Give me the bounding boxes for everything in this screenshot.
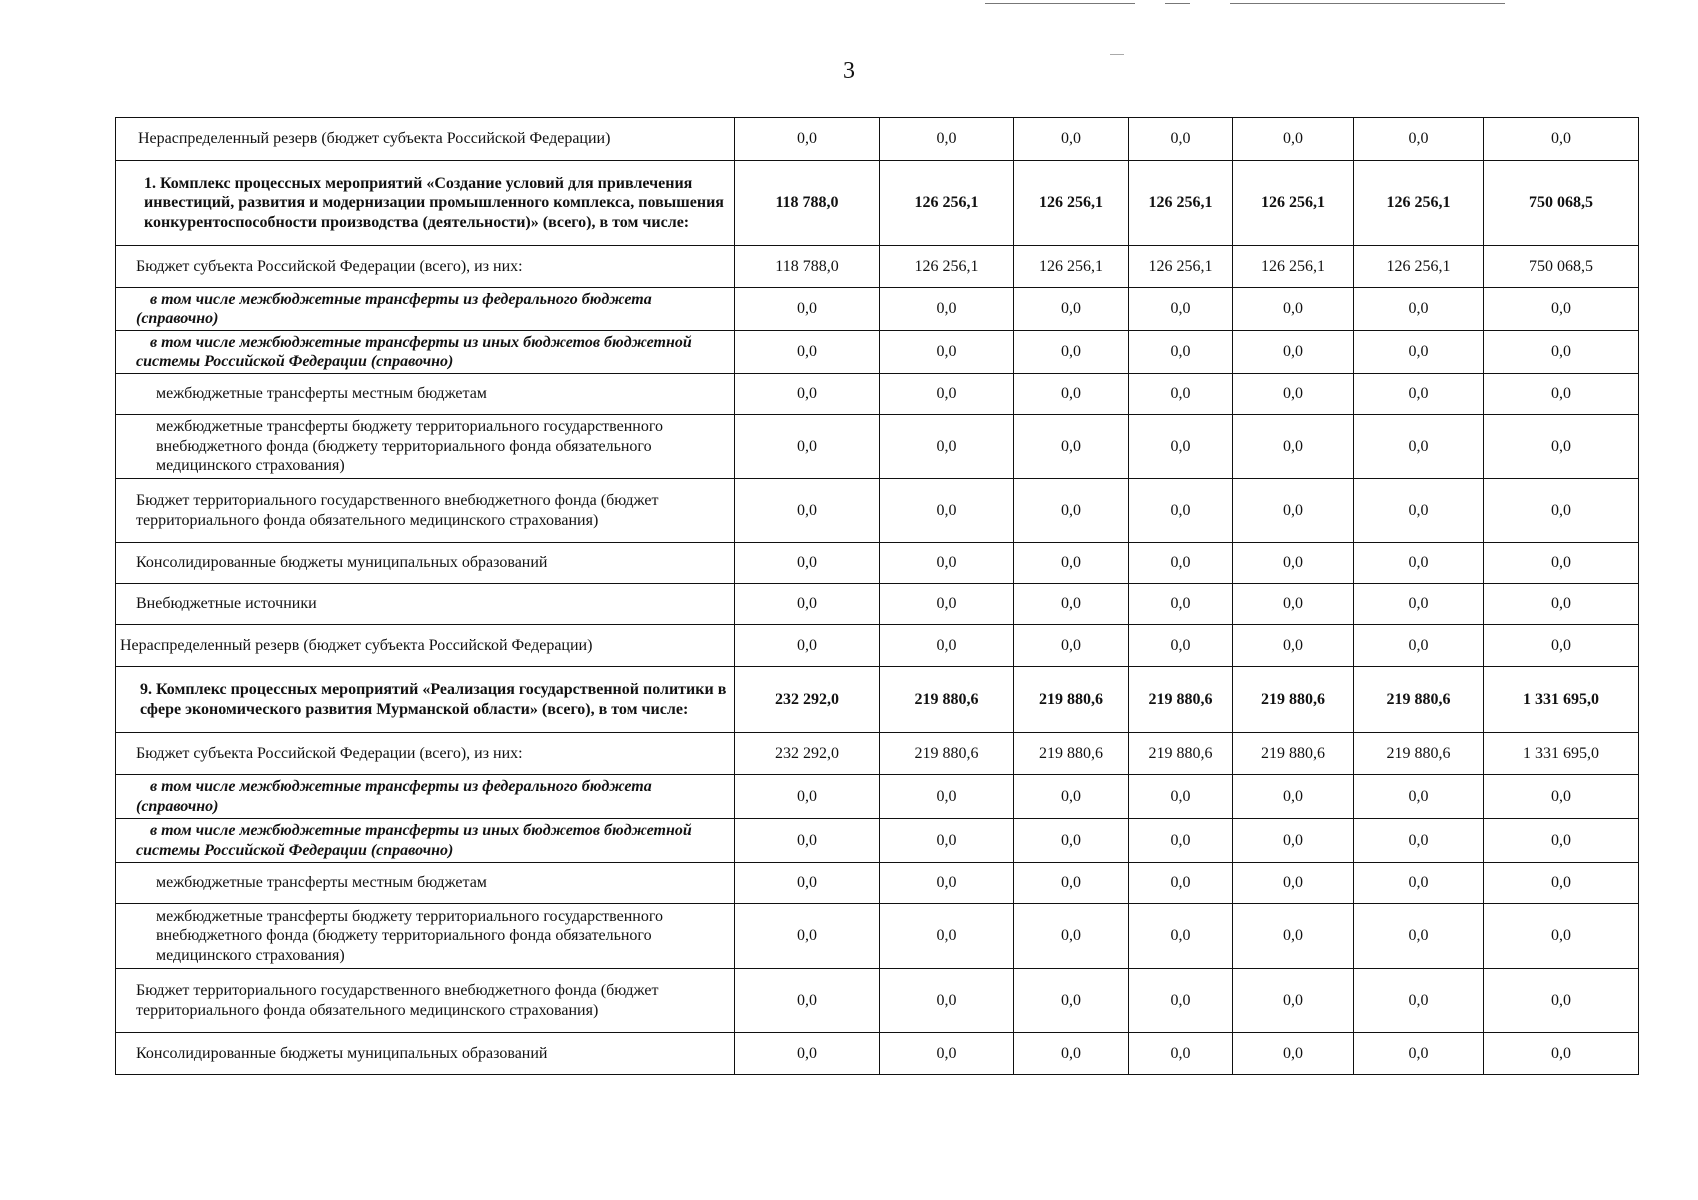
value-cell: 0,0 [1014,775,1129,819]
value-cell: 0,0 [1129,775,1233,819]
value-cell: 1 331 695,0 [1484,733,1639,775]
value-cell: 126 256,1 [1354,246,1484,288]
value-cell: 0,0 [1484,479,1639,543]
value-cell: 0,0 [735,543,880,584]
value-cell: 0,0 [1233,479,1354,543]
value-cell: 0,0 [880,288,1014,331]
value-cell: 0,0 [1484,543,1639,584]
value-cell: 219 880,6 [1354,733,1484,775]
value-cell: 0,0 [1354,374,1484,415]
value-cell: 0,0 [735,775,880,819]
value-cell: 0,0 [1014,863,1129,904]
value-cell: 0,0 [1129,584,1233,625]
value-cell: 0,0 [1354,969,1484,1033]
value-cell: 232 292,0 [735,733,880,775]
value-cell: 0,0 [1484,775,1639,819]
value-cell: 0,0 [1354,415,1484,479]
value-cell: 118 788,0 [735,161,880,246]
value-cell: 219 880,6 [1129,733,1233,775]
row-label: межбюджетные трансферты местным бюджетам [116,863,735,904]
value-cell: 0,0 [1354,543,1484,584]
value-cell: 0,0 [1014,904,1129,969]
table-row [116,775,1639,819]
value-cell: 0,0 [1233,288,1354,331]
table-row [116,819,1639,863]
value-cell: 0,0 [880,415,1014,479]
value-cell: 0,0 [1484,969,1639,1033]
value-cell: 0,0 [735,331,880,374]
row-label: межбюджетные трансферты местным бюджетам [116,374,735,415]
row-label: Внебюджетные источники [116,584,735,625]
value-cell: 0,0 [1014,479,1129,543]
scan-artifact-mark [1110,54,1124,55]
value-cell: 219 880,6 [1129,667,1233,733]
value-cell: 0,0 [1354,1033,1484,1075]
row-label: Бюджет субъекта Российской Федерации (всего), из них: [116,246,735,288]
value-cell: 750 068,5 [1484,161,1639,246]
row-label-text: в том числе межбюджетные трансферты из федерального бюджета (справочно) [136,778,652,815]
row-label: Консолидированные бюджеты муниципальных образований [116,543,735,584]
page-number: 3 [843,58,855,84]
value-cell: 0,0 [1014,374,1129,415]
row-label: Нераспределенный резерв (бюджет субъекта Российской Федерации) [116,118,735,161]
value-cell: 0,0 [1233,775,1354,819]
value-cell: 219 880,6 [1014,667,1129,733]
value-cell: 0,0 [1129,819,1233,863]
value-cell: 0,0 [880,1033,1014,1075]
value-cell: 0,0 [1129,904,1233,969]
value-cell: 0,0 [1354,288,1484,331]
value-cell: 0,0 [1233,543,1354,584]
value-cell: 219 880,6 [1233,733,1354,775]
value-cell: 0,0 [735,415,880,479]
budget-table [115,117,1639,1075]
value-cell: 0,0 [880,863,1014,904]
row-label: 1. Комплекс процессных мероприятий «Создание условий для привлечения инвестиций, развития и модернизации промышленного комплекса, повышения конкурентоспособности производства (деятельности)» (всего), в том числе: [116,161,735,246]
table-row [116,479,1639,543]
value-cell: 0,0 [1233,118,1354,161]
value-cell: 0,0 [1354,863,1484,904]
row-label: 9. Комплекс процессных мероприятий «Реализация государственной политики в сфере экономического развития Мурманской области» (всего), в том числе: [116,667,735,733]
value-cell: 0,0 [1484,584,1639,625]
row-label: Нераспределенный резерв (бюджет субъекта Российской Федерации) [116,625,735,667]
row-label: Консолидированные бюджеты муниципальных образований [116,1033,735,1075]
table-row [116,331,1639,374]
table-row [116,584,1639,625]
value-cell: 0,0 [735,625,880,667]
value-cell: 0,0 [1233,904,1354,969]
value-cell: 0,0 [1484,819,1639,863]
row-label [116,775,735,819]
value-cell: 0,0 [1014,331,1129,374]
row-label: Бюджет территориального государственного внебюджетного фонда (бюджет территориального фонда обязательного медицинского страхования) [116,969,735,1033]
value-cell: 118 788,0 [735,246,880,288]
value-cell: 0,0 [735,969,880,1033]
value-cell: 0,0 [880,969,1014,1033]
table-row [116,246,1639,288]
value-cell: 126 256,1 [1129,246,1233,288]
value-cell: 0,0 [880,775,1014,819]
value-cell: 0,0 [880,331,1014,374]
table-row [116,288,1639,331]
value-cell: 0,0 [1014,288,1129,331]
value-cell: 0,0 [1014,543,1129,584]
value-cell: 219 880,6 [880,733,1014,775]
value-cell: 0,0 [880,543,1014,584]
value-cell: 0,0 [1129,863,1233,904]
value-cell: 0,0 [1233,1033,1354,1075]
table-row [116,863,1639,904]
value-cell: 0,0 [1129,1033,1233,1075]
value-cell: 219 880,6 [1354,667,1484,733]
table-row [116,543,1639,584]
value-cell: 0,0 [1129,118,1233,161]
value-cell: 0,0 [1129,479,1233,543]
value-cell: 126 256,1 [880,246,1014,288]
table-row [116,733,1639,775]
value-cell: 0,0 [1014,625,1129,667]
value-cell: 0,0 [880,374,1014,415]
table-row [116,1033,1639,1075]
value-cell: 0,0 [1354,584,1484,625]
value-cell: 0,0 [1484,288,1639,331]
row-label [116,288,735,331]
value-cell: 0,0 [1354,904,1484,969]
value-cell: 0,0 [1014,118,1129,161]
row-label-text: в том числе межбюджетные трансферты из иных бюджетов бюджетной системы Российской Федерации (справочно) [136,333,692,370]
scan-artifact-line [1230,3,1505,4]
row-label [116,819,735,863]
value-cell: 0,0 [1129,625,1233,667]
value-cell: 232 292,0 [735,667,880,733]
table-row [116,415,1639,479]
value-cell: 0,0 [1233,374,1354,415]
table-row [116,625,1639,667]
value-cell: 0,0 [880,904,1014,969]
value-cell: 0,0 [1129,543,1233,584]
row-label: Бюджет территориального государственного внебюджетного фонда (бюджет территориального фонда обязательного медицинского страхования) [116,479,735,543]
value-cell: 0,0 [1354,479,1484,543]
value-cell: 0,0 [880,819,1014,863]
value-cell: 126 256,1 [1354,161,1484,246]
value-cell: 0,0 [735,819,880,863]
value-cell: 0,0 [1484,625,1639,667]
value-cell: 0,0 [1014,1033,1129,1075]
table-row-section-header [116,161,1639,246]
value-cell: 0,0 [880,625,1014,667]
value-cell: 0,0 [1484,331,1639,374]
value-cell: 0,0 [735,1033,880,1075]
scan-artifact-line [1165,3,1190,4]
value-cell: 0,0 [1354,775,1484,819]
value-cell: 126 256,1 [1233,246,1354,288]
value-cell: 219 880,6 [1014,733,1129,775]
value-cell: 0,0 [880,118,1014,161]
value-cell: 0,0 [1354,819,1484,863]
row-label [116,331,735,374]
value-cell: 0,0 [1233,969,1354,1033]
value-cell: 0,0 [1354,118,1484,161]
value-cell: 126 256,1 [1014,246,1129,288]
value-cell: 0,0 [1484,1033,1639,1075]
value-cell: 126 256,1 [880,161,1014,246]
value-cell: 0,0 [735,288,880,331]
value-cell: 0,0 [1233,584,1354,625]
value-cell: 126 256,1 [1129,161,1233,246]
row-label: Бюджет субъекта Российской Федерации (всего), из них: [116,733,735,775]
value-cell: 0,0 [1014,969,1129,1033]
row-label-text: в том числе межбюджетные трансферты из иных бюджетов бюджетной системы Российской Федерации (справочно) [136,822,692,859]
value-cell: 0,0 [735,584,880,625]
table-row [116,969,1639,1033]
table-row [116,374,1639,415]
value-cell: 0,0 [1129,331,1233,374]
value-cell: 219 880,6 [880,667,1014,733]
value-cell: 0,0 [1233,819,1354,863]
value-cell: 0,0 [735,863,880,904]
value-cell: 0,0 [1484,374,1639,415]
value-cell: 0,0 [1233,331,1354,374]
scan-artifact-line [985,3,1135,4]
value-cell: 0,0 [1233,863,1354,904]
value-cell: 0,0 [735,904,880,969]
value-cell: 219 880,6 [1233,667,1354,733]
row-label: межбюджетные трансферты бюджету территориального государственного внебюджетного фонда (бюджету территориального фонда обязательного медицинского страхования) [116,415,735,479]
table-row [116,118,1639,161]
value-cell: 0,0 [1354,625,1484,667]
value-cell: 126 256,1 [1014,161,1129,246]
value-cell: 0,0 [735,479,880,543]
value-cell: 1 331 695,0 [1484,667,1639,733]
value-cell: 0,0 [735,118,880,161]
table-row-section-header [116,667,1639,733]
row-label-text: в том числе межбюджетные трансферты из федерального бюджета (справочно) [136,290,652,327]
value-cell: 0,0 [1129,969,1233,1033]
value-cell: 0,0 [1233,625,1354,667]
value-cell: 0,0 [880,479,1014,543]
value-cell: 0,0 [1014,415,1129,479]
value-cell: 0,0 [1484,904,1639,969]
value-cell: 0,0 [1484,118,1639,161]
value-cell: 0,0 [880,584,1014,625]
table-row [116,904,1639,969]
value-cell: 750 068,5 [1484,246,1639,288]
value-cell: 0,0 [1484,863,1639,904]
value-cell: 0,0 [735,374,880,415]
value-cell: 126 256,1 [1233,161,1354,246]
value-cell: 0,0 [1014,584,1129,625]
value-cell: 0,0 [1129,288,1233,331]
value-cell: 0,0 [1484,415,1639,479]
value-cell: 0,0 [1129,415,1233,479]
row-label: межбюджетные трансферты бюджету территориального государственного внебюджетного фонда (бюджету территориального фонда обязательного медицинского страхования) [116,904,735,969]
value-cell: 0,0 [1014,819,1129,863]
value-cell: 0,0 [1354,331,1484,374]
value-cell: 0,0 [1233,415,1354,479]
value-cell: 0,0 [1129,374,1233,415]
